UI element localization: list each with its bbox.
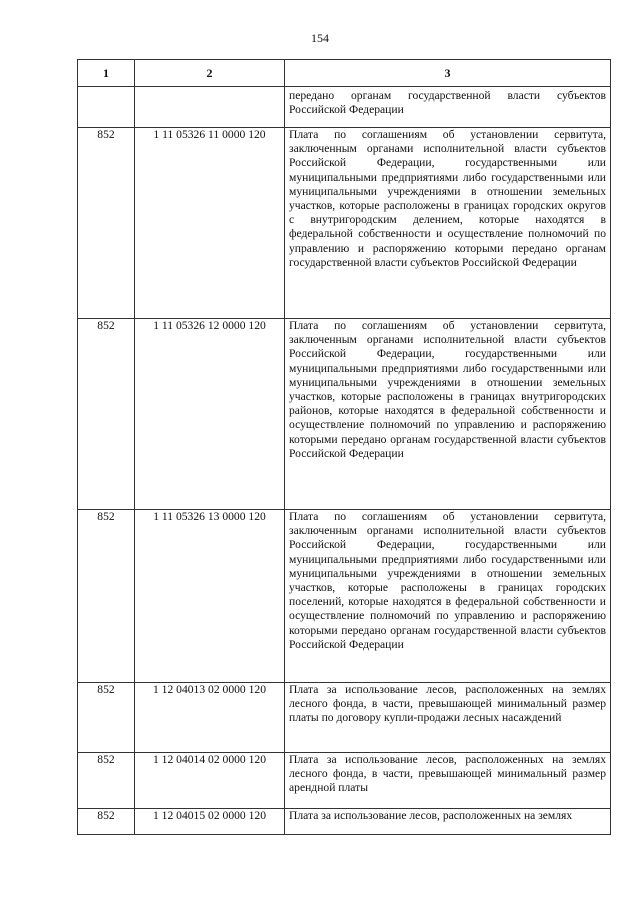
description-cell: Плата по соглашениям об установлении сервитута, заключенным органами исполнительной власти субъектов Российской Федерации, государственными или муниципальными предприятиями либо государственными или муниципальными учреждениями в отношении земельных участков, которые расположены в границах внутригородских районов, которые находятся в федеральной собственности и осуществление полномочий по управлению и распоряжению которыми передано органам государственной власти субъектов Российской Федерации xyxy=(285,319,611,510)
table-row xyxy=(78,753,611,809)
table-row xyxy=(78,319,611,510)
revenue-code-cell: 1 12 04014 02 0000 120 xyxy=(135,753,285,809)
revenue-code-cell: 1 12 04015 02 0000 120 xyxy=(135,809,285,835)
admin-code-cell: 852 xyxy=(78,128,135,319)
description-cell: Плата по соглашениям об установлении сервитута, заключенным органами исполнительной власти субъектов Российской Федерации, государственными или муниципальными предприятиями либо государственными или муниципальными учреждениями в отношении земельных участков, которые расположены в границах городских поселений, которые находятся в федеральной собственности и осуществление полномочий по управлению и распоряжению которыми передано органам государственной власти субъектов Российской Федерации xyxy=(285,510,611,683)
admin-code-cell: 852 xyxy=(78,809,135,835)
admin-code-cell: 852 xyxy=(78,319,135,510)
column-header-2: 2 xyxy=(135,60,285,87)
table-row xyxy=(78,87,611,128)
description-cell: Плата по соглашениям об установлении сервитута, заключенным органами исполнительной власти субъектов Российской Федерации, государственными или муниципальными предприятиями либо государственными или муниципальными учреждениями в отношении земельных участков, которые расположены в границах городских округов с внутригородским делением, которые находятся в федеральной собственности и осуществление полномочий по управлению и распоряжению которыми передано органам государственной власти субъектов Российской Федерации xyxy=(285,128,611,319)
revenue-code-cell: 1 11 05326 13 0000 120 xyxy=(135,510,285,683)
page-number: 154 xyxy=(311,31,329,45)
table-row xyxy=(78,128,611,319)
admin-code-cell: 852 xyxy=(78,510,135,683)
revenue-code-cell xyxy=(135,87,285,128)
table-row xyxy=(78,809,611,835)
revenue-codes-table xyxy=(77,59,611,835)
description-cell: Плата за использование лесов, расположенных на землях лесного фонда, в части, превышающей минимальный размер платы по договору купли-продажи лесных насаждений xyxy=(285,683,611,753)
revenue-code-cell: 1 12 04013 02 0000 120 xyxy=(135,683,285,753)
admin-code-cell xyxy=(78,87,135,128)
description-cell: Плата за использование лесов, расположенных на землях xyxy=(285,809,611,835)
admin-code-cell: 852 xyxy=(78,683,135,753)
revenue-code-cell: 1 11 05326 12 0000 120 xyxy=(135,319,285,510)
table-row xyxy=(78,510,611,683)
column-header-1: 1 xyxy=(78,60,135,87)
description-cell: передано органам государственной власти субъектов Российской Федерации xyxy=(285,87,611,128)
table-row xyxy=(78,683,611,753)
column-header-3: 3 xyxy=(285,60,611,87)
description-cell: Плата за использование лесов, расположенных на землях лесного фонда, в части, превышающей минимальный размер арендной платы xyxy=(285,753,611,809)
admin-code-cell: 852 xyxy=(78,753,135,809)
table-header-row xyxy=(78,60,611,87)
revenue-code-cell: 1 11 05326 11 0000 120 xyxy=(135,128,285,319)
